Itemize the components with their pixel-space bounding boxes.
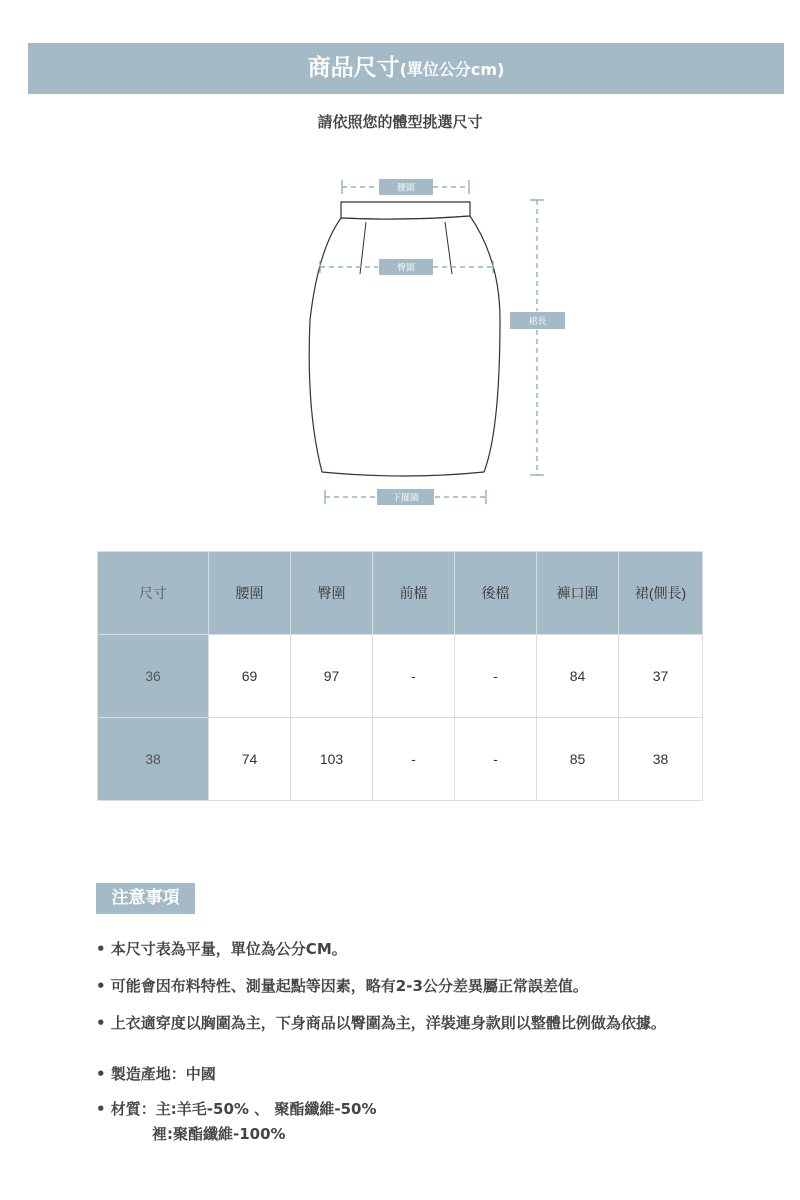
- table-cell: 38: [619, 718, 703, 801]
- length-measure: [528, 200, 547, 475]
- title-bar: [28, 43, 784, 94]
- header-skirt-length: 裙(側長): [619, 552, 703, 635]
- hem-label: 下擺圍: [391, 493, 420, 504]
- material-main: • 材質：主:羊毛-50% 、 聚酯纖維-50%: [96, 1100, 377, 1118]
- table-cell: 74: [209, 718, 291, 801]
- header-back-rise: 後檔: [455, 552, 537, 635]
- skirt-diagram: [0, 170, 800, 520]
- table-cell: 84: [537, 635, 619, 718]
- header-size: 尺寸: [98, 552, 209, 635]
- hip-label: 臀圍: [396, 263, 416, 274]
- table-row: [98, 635, 703, 718]
- material-lining: 裡:聚酯纖維-100%: [152, 1125, 286, 1143]
- table-header-row: [98, 552, 703, 635]
- notes-title: 注意事項: [96, 883, 195, 914]
- table-row: [98, 718, 703, 801]
- subtitle: 請依照您的體型挑選尺寸: [317, 113, 483, 131]
- table-cell: -: [373, 718, 455, 801]
- note-item: • 上衣適穿度以胸圍為主，下身商品以臀圍為主，洋裝連身款則以整體比例做為依據。: [96, 1014, 666, 1032]
- note-item: • 可能會因布料特性、測量起點等因素，略有2-3公分差異屬正常誤差值。: [96, 977, 588, 995]
- header-hip: 臀圍: [291, 552, 373, 635]
- waist-label: 腰圍: [396, 183, 416, 194]
- table-cell: 103: [291, 718, 373, 801]
- size-cell: 36: [98, 635, 209, 718]
- table-cell: -: [455, 718, 537, 801]
- note-item: • 本尺寸表為平量，單位為公分CM。: [96, 940, 347, 958]
- header-leg-opening: 褲口圍: [537, 552, 619, 635]
- skirt-illustration: [309, 202, 500, 476]
- unit-label: (單位公分cm): [399, 60, 505, 79]
- table-cell: 69: [209, 635, 291, 718]
- origin-note: • 製造產地：中國: [96, 1065, 216, 1083]
- table-cell: 97: [291, 635, 373, 718]
- skirt-body: [309, 216, 500, 476]
- waistband: [341, 202, 470, 219]
- header-waist: 腰圍: [209, 552, 291, 635]
- size-table: [97, 551, 703, 801]
- table-cell: 37: [619, 635, 703, 718]
- table-cell: 85: [537, 718, 619, 801]
- table-cell: -: [455, 635, 537, 718]
- page-title: 商品尺寸: [307, 55, 400, 81]
- table-cell: -: [373, 635, 455, 718]
- header-front-rise: 前檔: [373, 552, 455, 635]
- length-label: 裙長: [528, 317, 547, 327]
- size-cell: 38: [98, 718, 209, 801]
